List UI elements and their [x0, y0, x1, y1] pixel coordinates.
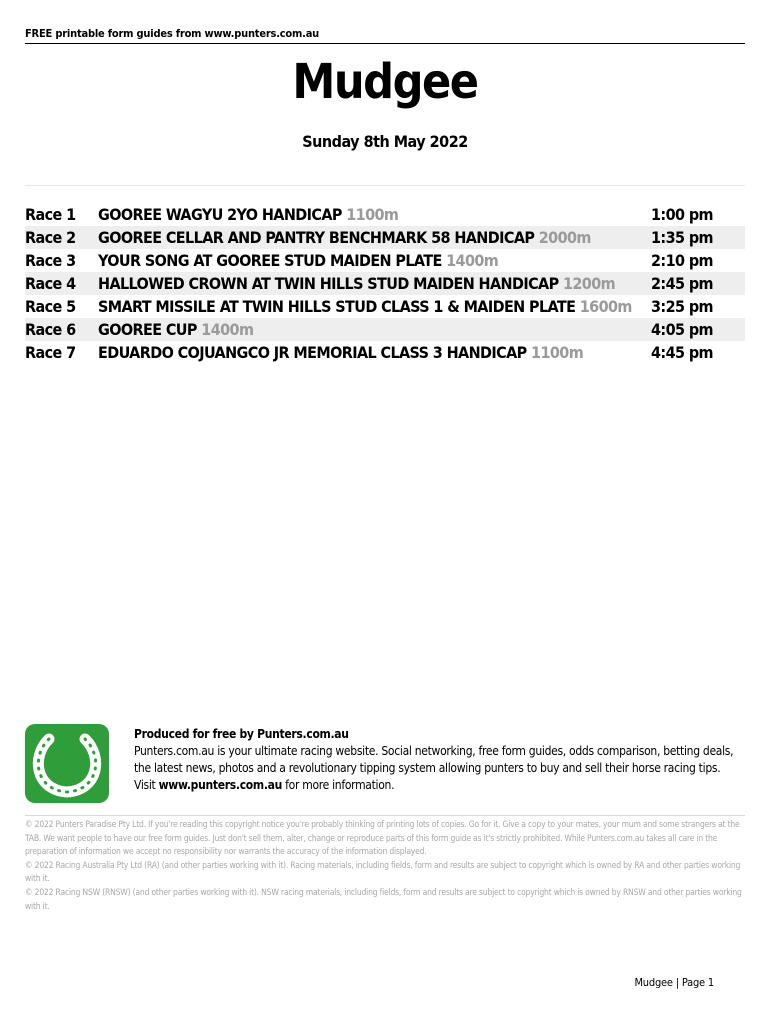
race-distance: 1200m: [562, 274, 616, 293]
race-row: [25, 249, 745, 272]
race-time: 4:45 pm: [651, 343, 713, 362]
race-name-cell: [98, 297, 651, 316]
punters-link[interactable]: www.punters.com.au: [158, 778, 283, 792]
race-distance: 1100m: [346, 205, 399, 224]
visit-suffix: for more information.: [282, 778, 395, 792]
race-time: 1:00 pm: [651, 205, 713, 224]
race-list: [25, 203, 745, 364]
race-name-cell: [98, 228, 651, 247]
promo-block: [25, 724, 745, 804]
race-row: [25, 341, 745, 364]
header-text: FREE printable form guides from www.punters.com.au: [25, 27, 320, 40]
race-name: GOOREE WAGYU 2YO HANDICAP: [98, 205, 342, 224]
race-row: [25, 203, 745, 226]
race-name-cell: [98, 205, 651, 224]
race-distance: 1400m: [201, 320, 254, 339]
meeting-date: Sunday 8th May 2022: [302, 132, 468, 151]
race-time: 2:10 pm: [651, 251, 713, 270]
race-time: 2:45 pm: [651, 274, 713, 293]
promo-body: Punters.com.au is your ultimate racing website. Social networking, free form guides, odds comparison, betting deals, the latest news, photos and a revolutionary tipping system allowing punters to buy and sell their horse racing tips.: [134, 744, 734, 775]
race-time: 3:25 pm: [651, 297, 713, 316]
race-number: Race 4: [25, 274, 76, 293]
race-distance: 2000m: [538, 228, 591, 247]
punters-logo: [25, 724, 109, 803]
race-distance: 1100m: [531, 343, 584, 362]
race-name: EDUARDO COJUANGCO JR MEMORIAL CLASS 3 HANDICAP: [98, 343, 527, 362]
race-name: HALLOWED CROWN AT TWIN HILLS STUD MAIDEN HANDICAP: [98, 274, 559, 293]
promo-visit-line: [134, 777, 746, 794]
race-number: Race 1: [25, 205, 76, 224]
race-time: 4:05 pm: [651, 320, 713, 339]
visit-prefix: Visit: [134, 778, 159, 792]
horseshoe-icon: [25, 724, 109, 803]
race-name-cell: [98, 320, 651, 339]
top-divider: [25, 185, 745, 186]
race-row: [25, 272, 745, 295]
race-name-cell: [98, 251, 651, 270]
copyright-paragraph: © 2022 Racing Australia Pty Ltd (RA) (and other parties working with it). Racing materials, including fields, form and results are subject to copyright which is owned by RA and other parties working with it.: [25, 860, 741, 885]
race-name-cell: [98, 274, 651, 293]
promo-text: [134, 726, 746, 794]
bottom-divider: [25, 815, 745, 816]
race-row: [25, 226, 745, 249]
copyright-paragraph: © 2022 Racing NSW (RNSW) (and other parties working with it). NSW racing materials, including fields, form and results are subject to copyright which is owned by RNSW and other parties working with it.: [25, 887, 742, 912]
race-name: YOUR SONG AT GOOREE STUD MAIDEN PLATE: [98, 251, 442, 270]
race-number: Race 7: [25, 343, 76, 362]
race-number: Race 5: [25, 297, 76, 316]
header-bar: [25, 27, 745, 44]
page-title: Mudgee: [292, 54, 478, 110]
copyright-paragraph: © 2022 Punters Paradise Pty Ltd. If you're reading this copyright notice you're probably thinking of printing lots of copies. Go for it. Give a copy to your mates, your mum and some strangers at the TAB. We want people to have our free form guides. Just don't sell them, alter, change or reproduce parts of this form guide as it's strictly prohibited. While Punters.com.au takes all care in the preparation of information we accept no responsibility nor warrants the accuracy of the information displayed.: [25, 820, 740, 858]
race-name-cell: [98, 343, 651, 362]
race-distance: 1400m: [446, 251, 499, 270]
race-row: [25, 295, 745, 318]
race-number: Race 2: [25, 228, 76, 247]
race-name: GOOREE CELLAR AND PANTRY BENCHMARK 58 HANDICAP: [98, 228, 535, 247]
page-footer: Mudgee | Page 1: [634, 976, 714, 989]
promo-heading: Produced for free by Punters.com.au: [134, 727, 349, 741]
race-number: Race 3: [25, 251, 76, 270]
race-distance: 1600m: [579, 297, 632, 316]
race-number: Race 6: [25, 320, 76, 339]
copyright-notice: [25, 819, 745, 914]
race-time: 1:35 pm: [651, 228, 713, 247]
race-row: [25, 318, 745, 341]
race-name: SMART MISSILE AT TWIN HILLS STUD CLASS 1 & MAIDEN PLATE: [98, 297, 576, 316]
race-name: GOOREE CUP: [98, 320, 197, 339]
